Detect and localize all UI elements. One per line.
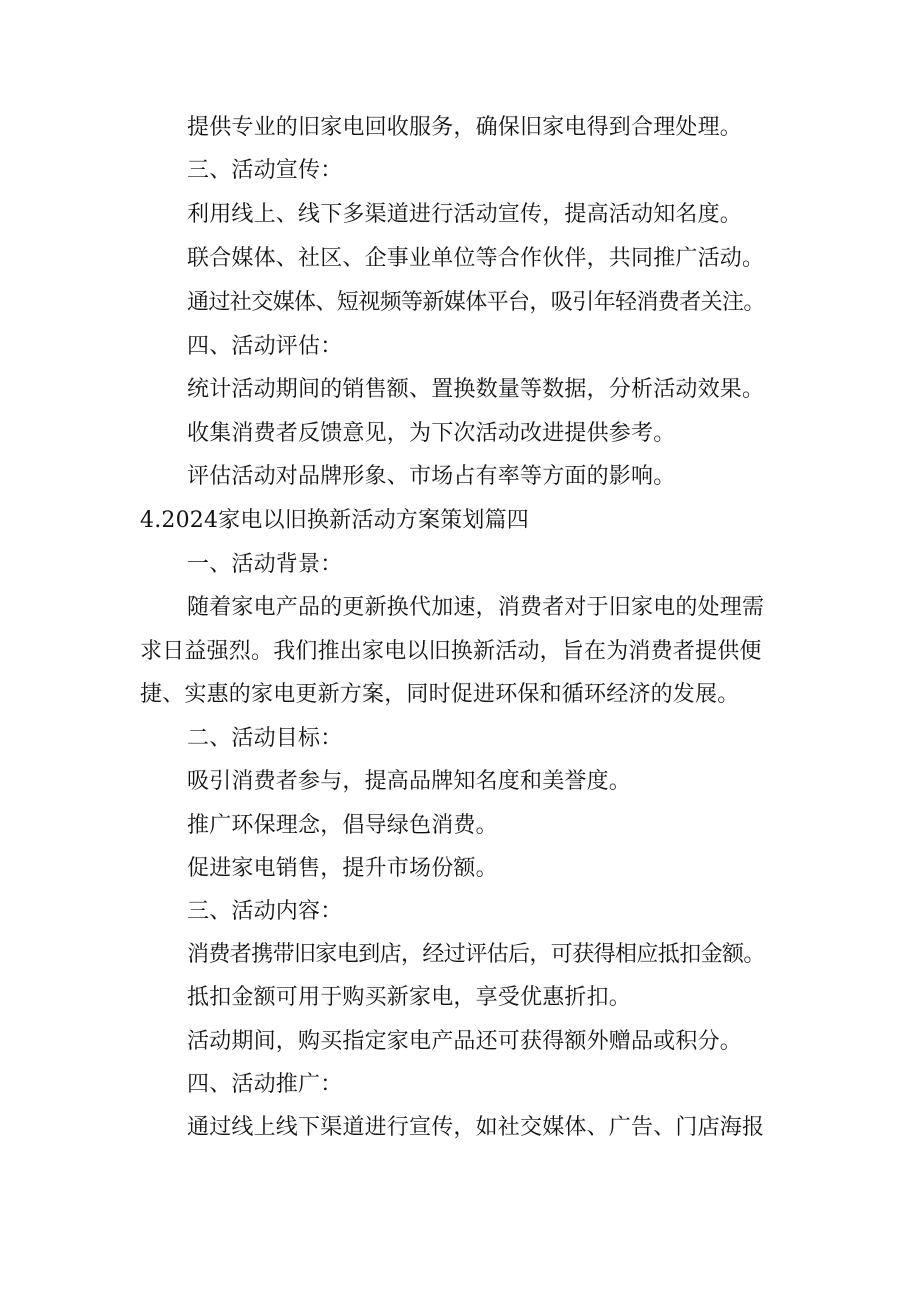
paragraph-line: 捷、实惠的家电更新方案，同时促进环保和循环经济的发展。 — [140, 682, 740, 707]
section-heading: 三、活动宣传： — [187, 158, 343, 183]
section-heading: 四、活动评估： — [187, 334, 343, 359]
paragraph-line: 提供专业的旧家电回收服务，确保旧家电得到合理处理。 — [187, 115, 743, 140]
section-heading: 三、活动内容： — [187, 899, 343, 924]
section-heading: 二、活动目标： — [187, 726, 343, 751]
paragraph-line: 评估活动对品牌形象、市场占有率等方面的影响。 — [187, 464, 676, 489]
paragraph-line: 统计活动期间的销售额、置换数量等数据，分析活动效果。 — [187, 377, 765, 402]
paragraph-line: 收集消费者反馈意见，为下次活动改进提供参考。 — [187, 421, 676, 446]
paragraph-line: 消费者携带旧家电到店，经过评估后，可获得相应抵扣金额。 — [187, 942, 765, 967]
paragraph-line: 联合媒体、社区、企事业单位等合作伙伴，共同推广活动。 — [187, 246, 765, 271]
paragraph-line: 利用线上、线下多渠道进行活动宣传，提高活动知名度。 — [187, 202, 743, 227]
chapter-title: 4.2024家电以旧换新活动方案策划篇四 — [140, 508, 529, 533]
paragraph-line: 活动期间，购买指定家电产品还可获得额外赠品或积分。 — [187, 1029, 743, 1054]
paragraph-line: 通过社交媒体、短视频等新媒体平台，吸引年轻消费者关注。 — [187, 290, 765, 315]
paragraph-line: 通过线上线下渠道进行宣传，如社交媒体、广告、门店海报 — [187, 1115, 765, 1140]
paragraph-line: 求日益强烈。我们推出家电以旧换新活动，旨在为消费者提供便 — [140, 639, 762, 664]
paragraph-line: 促进家电销售，提升市场份额。 — [187, 856, 498, 881]
paragraph-line: 随着家电产品的更新换代加速，消费者对于旧家电的处理需 — [187, 595, 765, 620]
section-heading: 一、活动背景： — [187, 552, 343, 577]
section-heading: 四、活动推广： — [187, 1072, 343, 1097]
paragraph-line: 吸引消费者参与，提高品牌知名度和美誉度。 — [187, 769, 632, 794]
paragraph-line: 推广环保理念，倡导绿色消费。 — [187, 813, 498, 838]
paragraph-line: 抵扣金额可用于购买新家电，享受优惠折扣。 — [187, 985, 632, 1010]
